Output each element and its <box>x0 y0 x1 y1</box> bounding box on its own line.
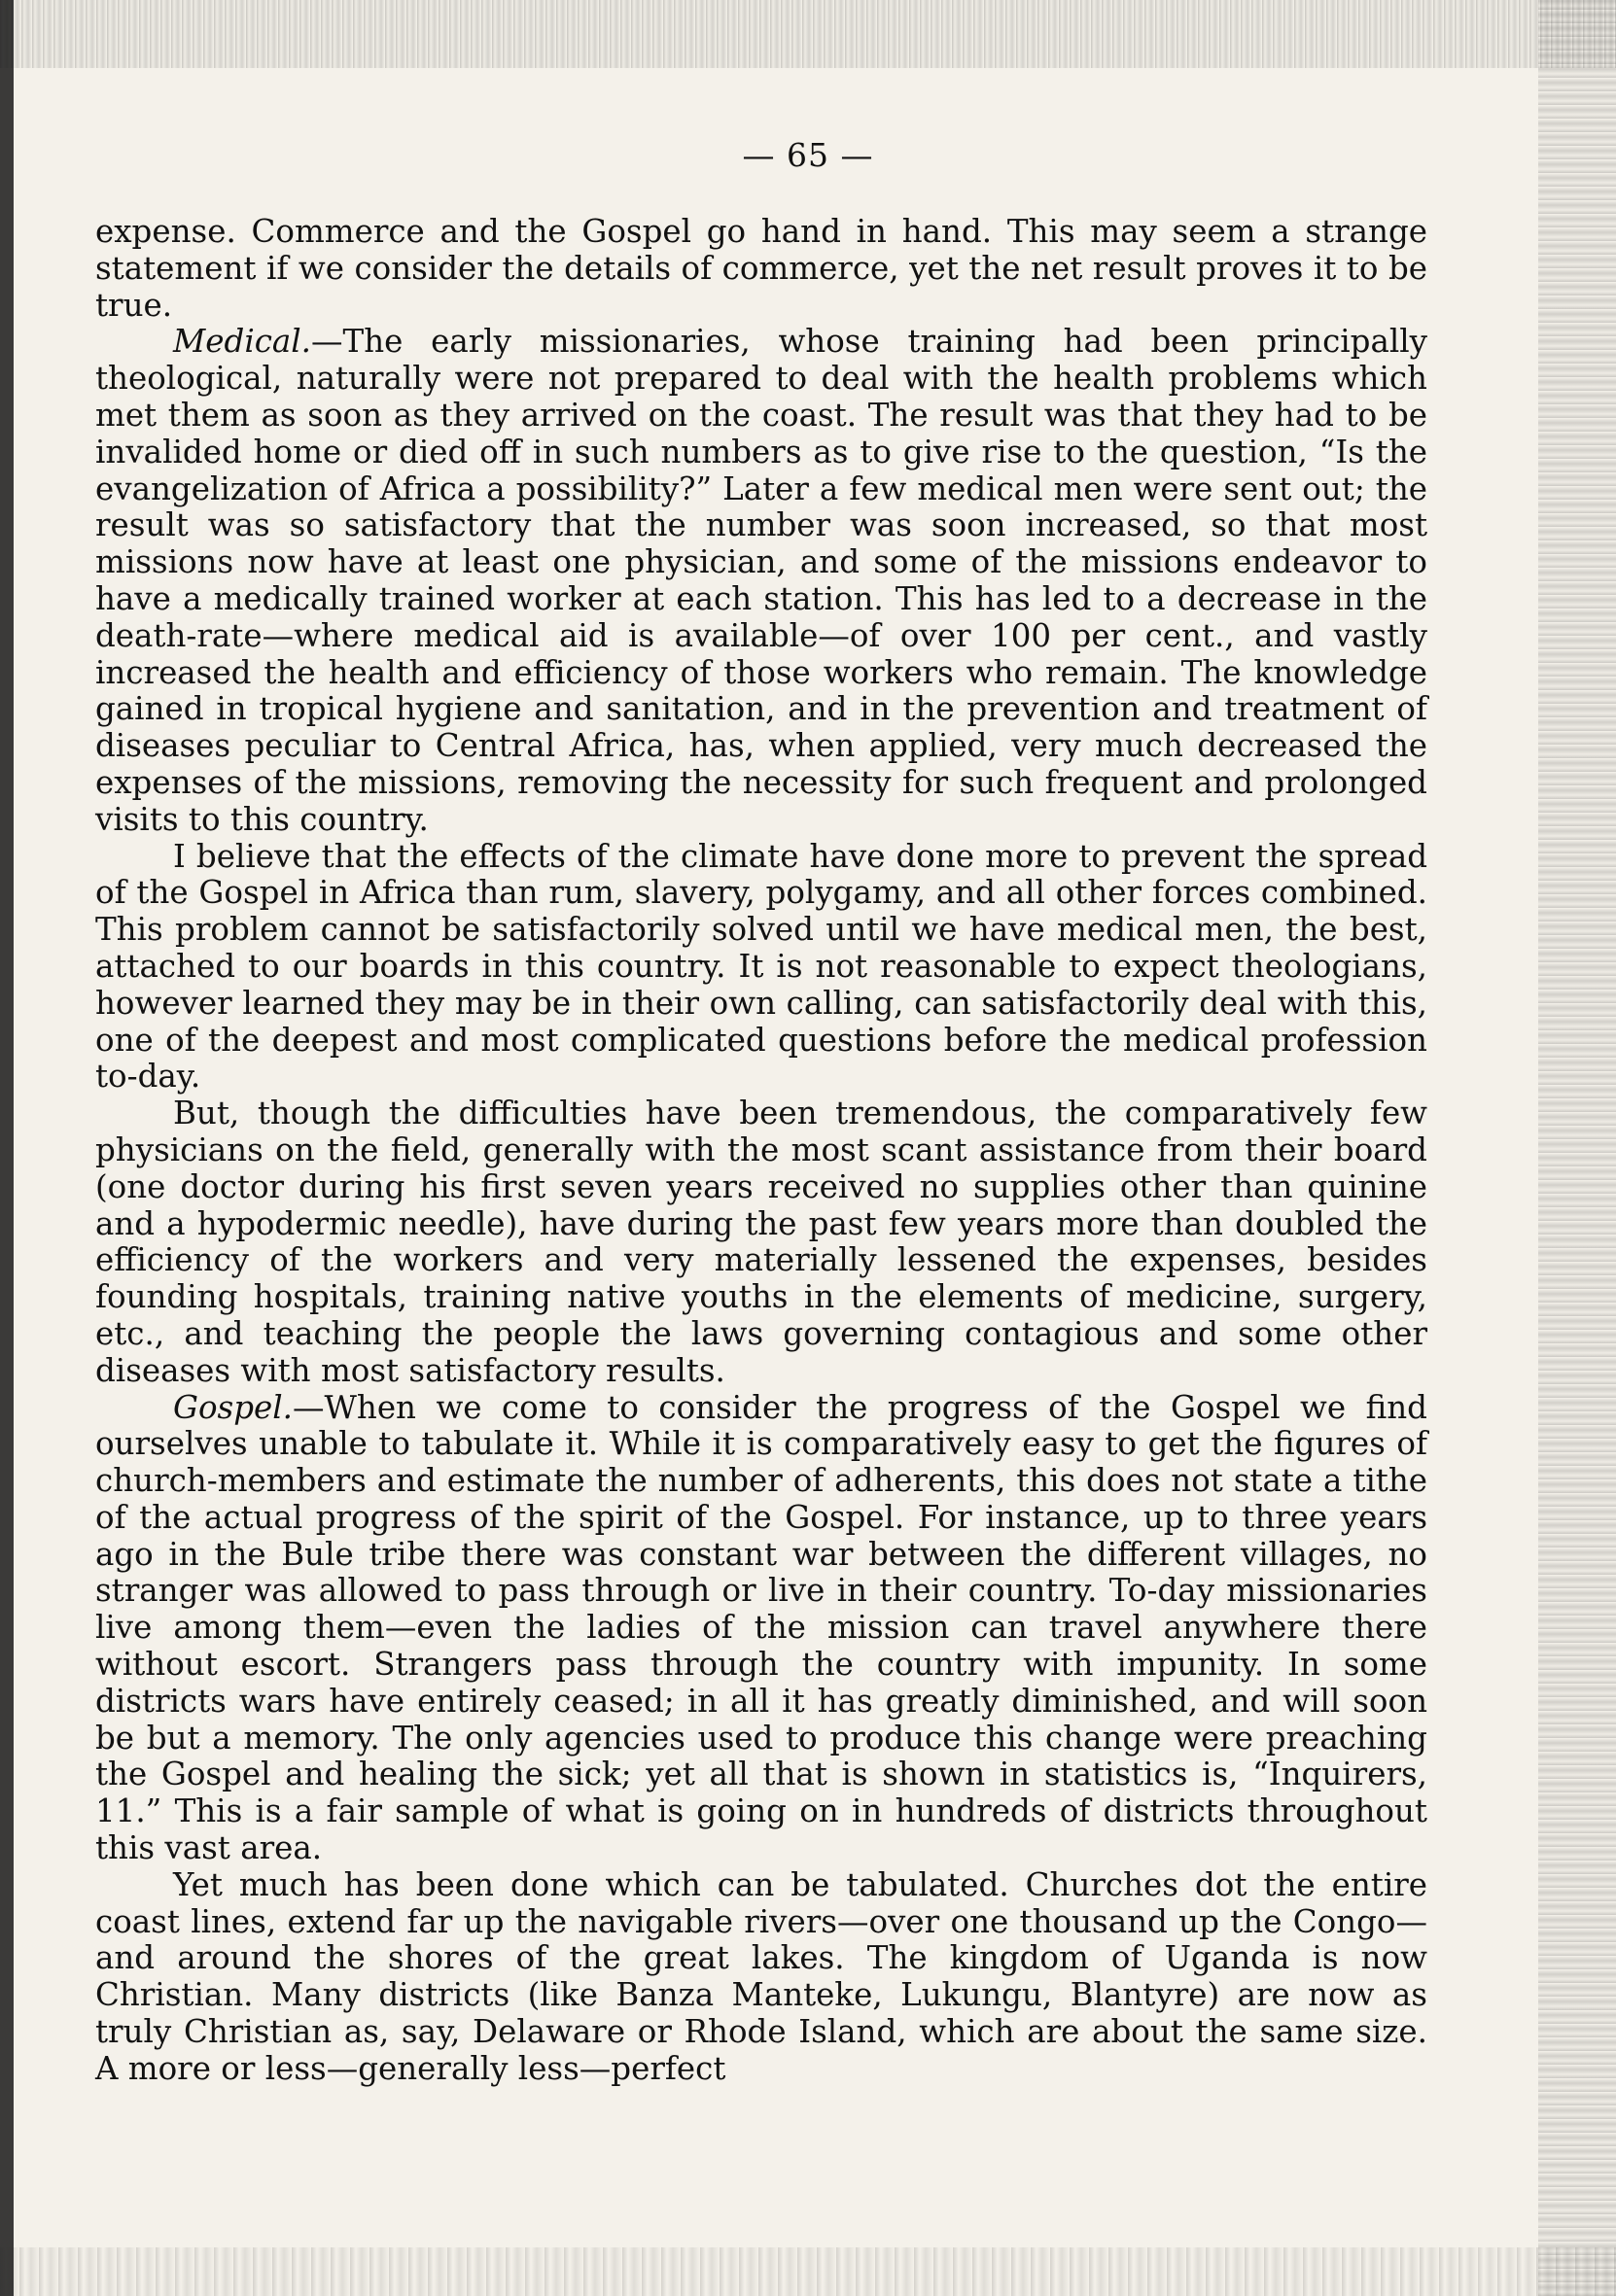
page-number: — 65 — <box>742 136 874 174</box>
paragraph-6 <box>95 1867 1427 2088</box>
paragraph-6-text: Yet much has been done which can be tabulated. Churches dot the entire coast lines, extend far up the navigable rivers—over one thousand up the Congo—and around the shores of the great lakes. The kingdom of Uganda is now Christian. Many districts (like Banza Manteke, Lukungu, Blantyre) are now as truly Christian as, say, Delaware or Rhode Island, which are about the same size. A more or less—generally less—perfect <box>95 1865 1427 2087</box>
paragraph-3 <box>95 839 1427 1096</box>
scan-edge-left <box>0 0 14 2296</box>
paragraph-1-text: expense. Commerce and the Gospel go hand in hand. This may seem a strange statement if we consider the details of commerce, yet the net result proves it to be true. <box>95 213 1427 324</box>
body-text <box>95 214 1427 2088</box>
section-lead-gospel: Gospel. <box>173 1388 293 1426</box>
paragraph-3-text: I believe that the effects of the climate have done more to prevent the spread of the Gospel in Africa than rum, slavery, polygamy, and all other forces combined. This problem cannot be satisfactorily solved until we have medical men, the best, attached to our boards in this country. It is not reasonable to expect theologians, however learned they may be in their own calling, can satisfactorily deal with this, one of the deepest and most complicated questions before the medical profession to-day. <box>95 837 1427 1096</box>
paragraph-5-gospel <box>95 1390 1427 1867</box>
section-lead-medical: Medical. <box>173 323 312 361</box>
paragraph-2-medical <box>95 324 1427 838</box>
paragraph-4-text: But, though the difficulties have been tremendous, the comparatively few physicians on the field, generally with the most scant assistance from their board (one doctor during his first seven years received no supplies other than quinine and a hypodermic needle), have during the past few years more than doubled the efficiency of the workers and very materially lessened the expenses, besides founding hospitals, training native youths in the elements of medicine, surgery, etc., and teaching the people the laws governing contagious and some other diseases with most satisfactory results. <box>95 1095 1427 1389</box>
paragraph-1 <box>95 214 1427 324</box>
scan-edge-bottom <box>0 2247 1616 2296</box>
paragraph-2-text: —The early missionaries, whose training had been principally theological, naturally were not prepared to deal with the health problems which met them as soon as they arrived on the coast. The result was that they had to be invalided home or died off in such numbers as to give rise to the question, “Is the evangelization of Africa a possibility?” Later a few medical men were sent out; the result was so satisfactory that the number was soon increased, so that most missions now have at least one physician, and some of the missions endeavor to have a medically trained worker at each station. This has led to a decrease in the death-rate—where medical aid is available—of over 100 per cent., and vastly increased the health and efficiency of those workers who remain. The knowledge gained in tropical hygiene and sanitation, and in the prevention and treatment of diseases peculiar to Central Africa, has, when applied, very much decreased the expenses of the missions, removing the necessity for such frequent and prolonged visits to this country. <box>95 323 1427 838</box>
scan-edge-top <box>0 0 1616 68</box>
paragraph-5-text: —When we come to consider the progress of the Gospel we find ourselves unable to tabulate it. While it is comparatively easy to get the figures of church-members and estimate the number of adherents, this does not state a tithe of the actual progress of the spirit of the Gospel. For instance, up to three years ago in the Bule tribe there was constant war between the different villages, no stranger was allowed to pass through or live in their country. To-day missionaries live among them—even the ladies of the mission can travel anywhere there without escort. Strangers pass through the country with impunity. In some districts wars have entirely ceased; in all it has greatly diminished, and will soon be but a memory. The only agencies used to produce this change were preaching the Gospel and healing the sick; yet all that is shown in statistics is, “Inquirers, 11.” This is a fair sample of what is going on in hundreds of districts throughout this vast area. <box>95 1388 1427 1867</box>
paragraph-4 <box>95 1096 1427 1389</box>
scan-edge-right <box>1538 0 1616 2296</box>
